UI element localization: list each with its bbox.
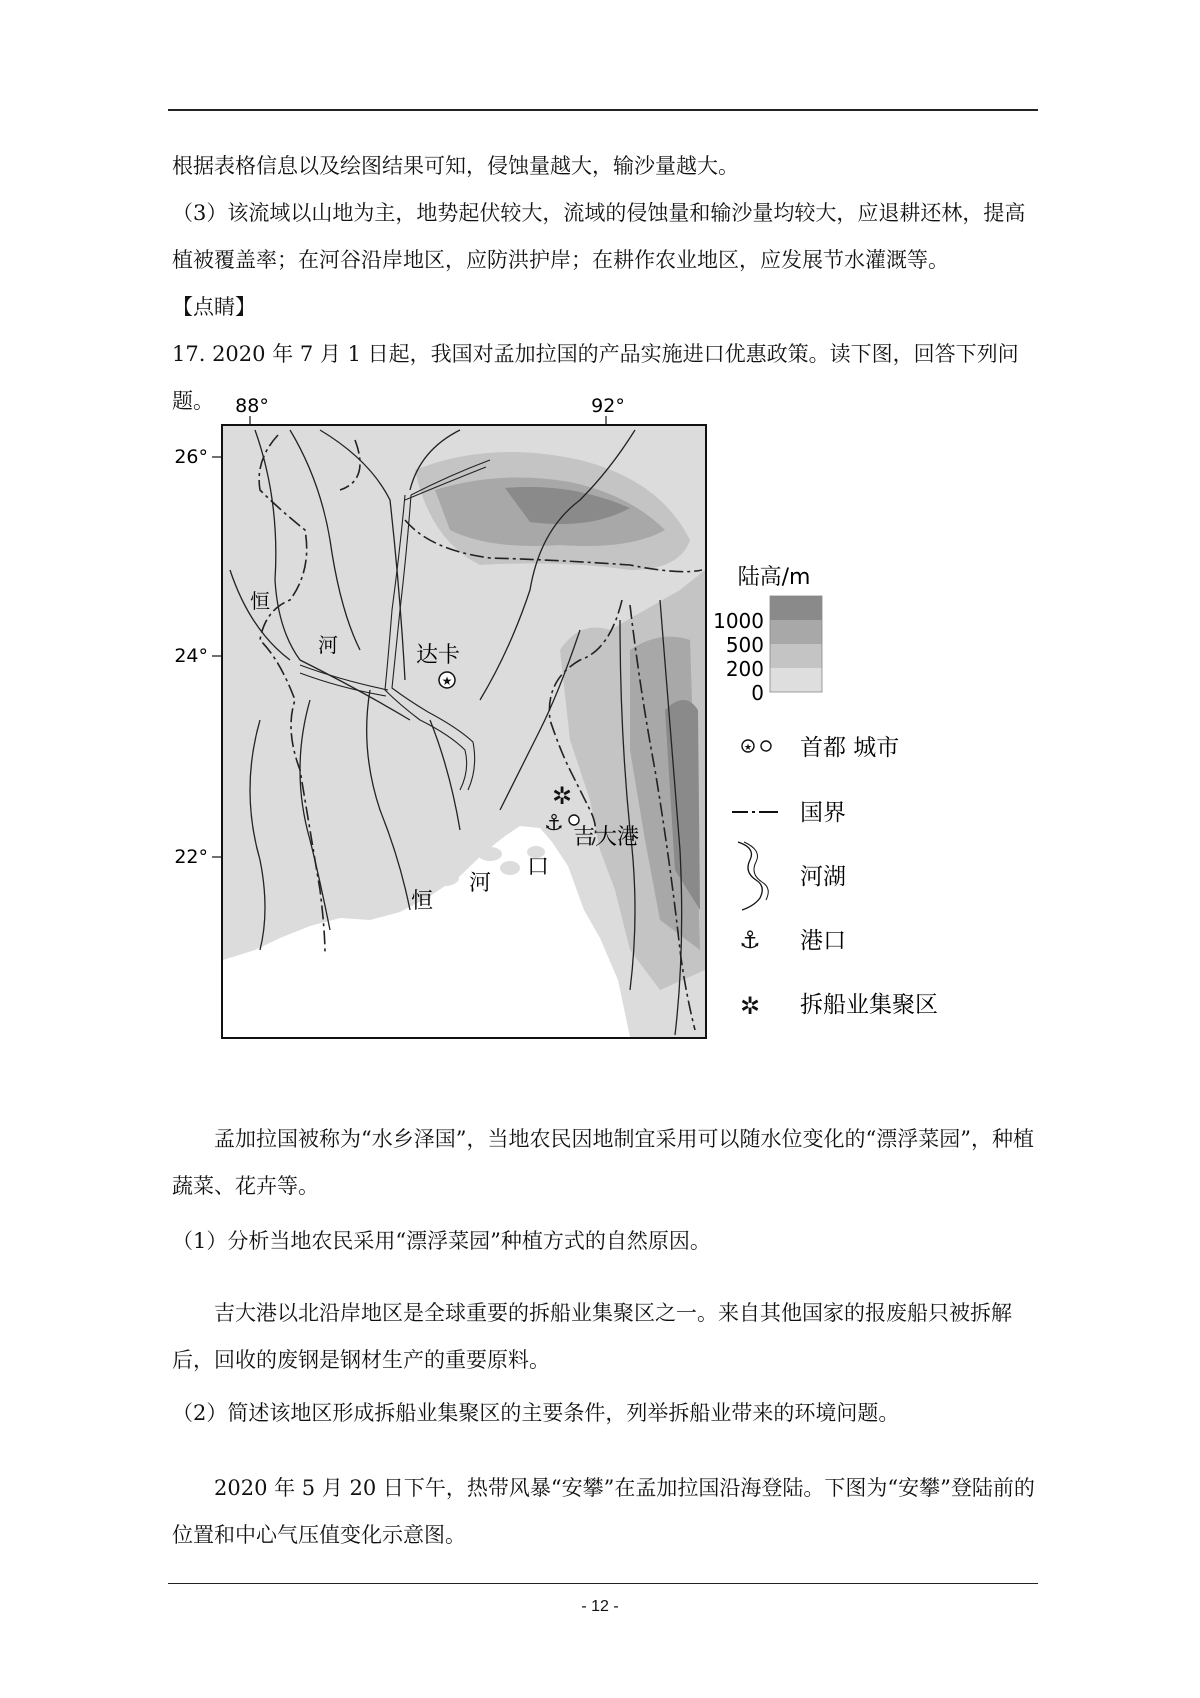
map-legend [713,565,938,1020]
legend-elevation-title: 陆高/m [737,565,811,590]
estuary-label-2: 河 [468,871,492,896]
chittagong-city-marker [569,815,579,825]
latitude-label-24: 24° [174,645,208,667]
legend-level-1000: 1000 [713,609,764,633]
legend-level-0: 0 [751,681,764,705]
legend-river-lake-icon [738,842,762,910]
legend-level-200: 200 [725,657,764,681]
legend-shipbreaking-label: 拆船业集聚区 [800,992,938,1018]
legend-level-500: 500 [725,633,764,657]
legend-port-label: 港口 [800,928,846,954]
shipbreaking-marker-icon: ✲ [551,782,573,810]
longitude-label-92: 92° [591,395,625,417]
question-17-intro: 17. 2020 年 7 月 1 日起，我国对孟加拉国的产品实施进口优惠政策。读下图，回答下列问题。 [172,342,1019,413]
longitude-label-88: 88° [235,395,269,417]
estuary-label-1: 恒 [410,889,434,914]
paragraph-answer-3: （3）该流域以山地为主，地势起伏较大，流域的侵蚀量和输沙量均较大，应退耕还林，提高植被覆盖率；在河谷沿岸地区，应防洪护岸；在耕作农业地区，应发展节水灌溉等。 [172,201,1026,272]
paragraph-dianjing: 【点睛】 [172,295,256,319]
legend-border-label: 国界 [800,800,846,826]
legend-swatch-500 [770,620,822,644]
paragraph-conclusion: 根据表格信息以及绘图结果可知，侵蚀量越大，输沙量越大。 [172,154,739,178]
paragraph-shipbreaking: 吉大港以北沿岸地区是全球重要的拆船业集聚区之一。来自其他国家的报废船只被拆解后，回收的废钢是钢材生产的重要原料。 [172,1301,1012,1372]
ganges-label-1: 恒 [250,589,270,613]
legend-port-icon: ⚓ [739,926,761,954]
legend-city-icon [761,741,771,751]
legend-swatch-200 [770,644,822,668]
legend-swatch-1000 [770,596,822,620]
bangladesh-map [160,390,1040,1100]
paragraph-floating-gardens: 孟加拉国被称为“水乡泽国”，当地农民因地制宜采用可以随水位变化的“漂浮菜园”，种植蔬菜、花卉等。 [172,1127,1034,1198]
chittagong-label: 吉大港 [572,825,640,850]
svg-text:★: ★ [441,674,453,688]
legend-swatch-0 [770,668,822,692]
question-17-2: （2）简述该地区形成拆船业集聚区的主要条件，列举拆船业带来的环境问题。 [172,1401,900,1425]
paragraph-storm-amphan: 2020 年 5 月 20 日下午，热带风暴“安攀”在孟加拉国沿海登陆。下图为“安攀”登陆前的位置和中心气压值变化示意图。 [172,1476,1035,1547]
ganges-label-2: 河 [318,633,338,657]
dhaka-label: 达卡 [415,643,461,668]
svg-text:★: ★ [743,743,753,753]
legend-capital-city-label: 首都 城市 [800,735,900,761]
estuary-label-3: 口 [526,855,550,880]
legend-shipbreaking-icon: ✲ [739,992,761,1020]
latitude-label-22: 22° [174,846,208,868]
port-anchor-icon: ⚓ [544,811,564,836]
legend-river-lake-label: 河湖 [800,864,846,890]
footer-rule [168,1583,1038,1584]
latitude-label-26: 26° [174,446,208,468]
page-number: - 12 - [581,1598,619,1615]
header-rule [168,109,1038,111]
question-17-1: （1）分析当地农民采用“漂浮菜园”种植方式的自然原因。 [172,1229,711,1253]
